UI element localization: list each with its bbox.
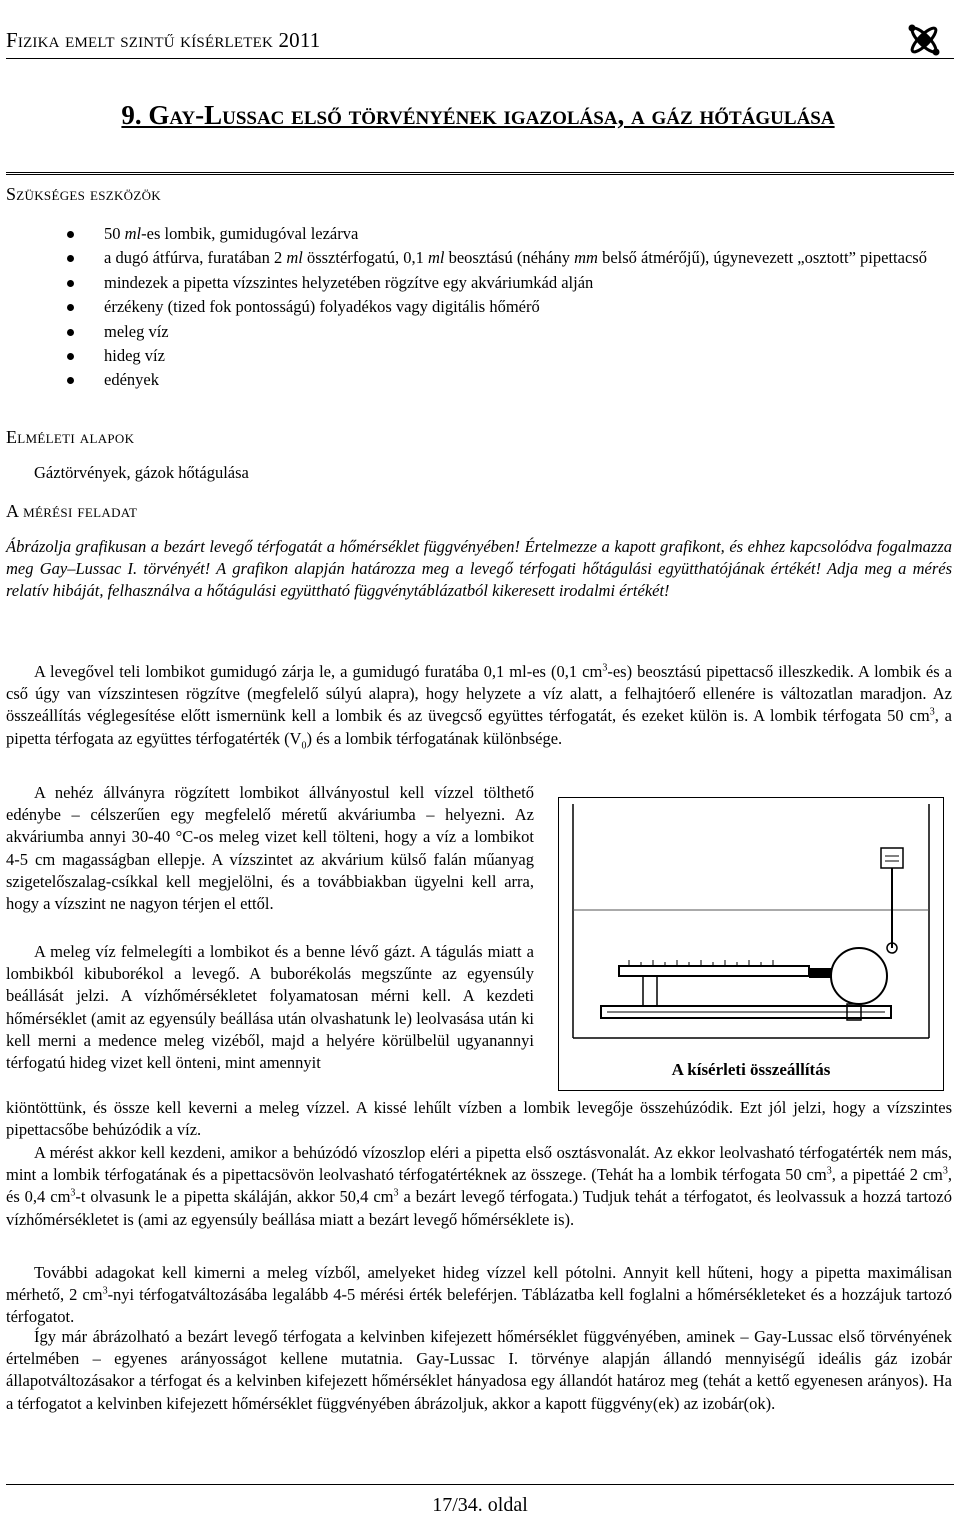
paragraph-3-continued: kiöntöttünk, és össze kell keverni a meleg vízzel. A kissé lehűlt vízben a lombik levegője összehúzódik. Ezt jól jelzi, hogy a vízszintes pipettacsőbe behúzódik a víz. [6,1098,952,1140]
paragraph-2: A nehéz állványra rögzített lombikot állványostul kell vízzel tölthető edénybe – célszerűen egy megfelelő méretű akváriumba – helyezni. Az akváriumba annyi 30-40 °C-os meleg vizet kell tölteni, hogy a víz a lombikot 4-5 cm magasságban ellepje. A vízszintet az akvárium külső falán műanyag szigetelőszalag-csíkkal kell megjelölni, és a továbbiakban ügyelni kell arra, hogy a vízszint ne nagyon térjen el ettől. [6,783,534,914]
footer-divider [6,1484,954,1485]
tools-list [58,222,948,393]
experiment-figure [558,797,944,1091]
theory-text: Gáztörvények, gázok hőtágulása [34,463,249,482]
list-item: mindezek a pipetta vízszintes helyzetében rögzítve egy akváriumkád alján [58,271,948,295]
page-header [6,22,950,60]
list-item: meleg víz [58,320,948,344]
page-title: 9. Gay-Lussac első törvényének igazolása, a gáz hőtágulása [121,100,835,130]
list-item: a dugó átfúrva, furatában 2 ml össztérfogatú, 0,1 ml beosztású (néhány mm belső átmérőjű), úgynevezett „osztott” pipettacső [58,246,948,270]
paragraph-6: Így már ábrázolható a bezárt levegő térfogata a kelvinben kifejezett hőmérséklet függvényében, aminek – Gay-Lussac első törvényének értelmében – egyenes arányosságot kellene mutatnia. Gay-Lussac I. törvénye alapján állandó mennyiségű ideális gáz izobár állapotváltozásakor a térfogat és a kelvinben kifejezett hőmérséklet hányadosa egy állandót határoz meg (tehát a kettő egyenesen arányos). Ha a térfogatot a kelvinben kifejezett hőmérséklet függvényében ábrázoljuk, akkor a kapott függvény(ek) az izobár(ok). [6,1327,952,1413]
task-text: Ábrázolja grafikusan a bezárt levegő térfogatát a hőmérséklet függvényében! Értelmezze a kapott grafikont, és ehhez kapcsolódva fogalmazza meg Gay–Lussac I. törvényét! A grafikon alapján határozza meg a levegő térfogati hőtágulási együtthatójának értékét! Adja meg a mérés relatív hibáját, felhasználva a hőtágulási együttható függvénytáblázatból kikeresett irodalmi értékét! [6,537,952,601]
list-item: 50 ml-es lombik, gumidugóval lezárva [58,222,948,246]
paragraph-1: A levegővel teli lombikot gumidugó zárja le, a gumidugó furatába 0,1 ml-es (0,1 $cm^3-es$) beosztású pipettacső illeszkedik. A lombik és a cső úgy van vízszintesen rögzítve (megfelelő súlyú alapra), hogy helyzete a víz alatt, a felhajtóerő ellenére is változatlan maradjon. Az összeállítás véglegesítése előtt ismernünk kell a lombik és az üvegcső együttes térfogatát, és ezeket külön is. A lombik térfogata 50 $cm^3$, a pipetta térfogata az együttes térfogatérték $(V_0)$ és a lombik térfogatának különbsége. [6,662,953,751]
section-heading-theory: Elméleti alapok [6,427,135,447]
title-divider [6,172,954,175]
setup-illustration [559,798,943,1090]
paragraph-3: A meleg víz felmelegíti a lombikot és a benne lévő gázt. A tágulás miatt a lombikból kibuborékol a levegő. A buborékolás megszűnte az egyensúly beállását jelzi. A vízhőmérsékletet folyamatosan mérni kell. A kezdeti hőmérséklet (amit az egyensúly beállása után olvashatunk le) leolvasása után ki kell merni a medence meleg vizéből, majd a helyére körülbelül ugyanannyi térfogatú hideg vizet kell önteni, mint amennyit [6,942,534,1073]
section-heading-tools: Szükséges eszközök [6,184,161,204]
list-item: edények [58,368,948,392]
list-item: érzékeny (tized fok pontosságú) folyadékos vagy digitális hőmérő [58,295,948,319]
list-item: hideg víz [58,344,948,368]
atom-logo-icon [906,22,942,58]
paragraph-5: További adagokat kell kimerni a meleg vízből, amelyeket hideg vízzel kell pótolni. Annyit kell hűteni, hogy a pipetta maximálisan mérhető, 2 $cm^3$-nyi térfogatváltozásába legalább 4-5 mérési érték beleférjen. Táblázatba kell foglalni a hőmérsékleteket és a hozzájuk tartozó térfogatot. [6,1263,953,1327]
page-number: 17/34. oldal [432,1494,528,1516]
header-title: Fizika emelt szintű kísérletek 2011 [6,28,321,52]
header-divider [6,58,954,59]
paragraph-4: A mérést akkor kell kezdeni, amikor a behúzódó vízoszlop eléri a pipetta első osztásvonalát. Az ekkor leolvasható térfogatérték nem más, mint a lombik térfogatának és a pipettacsövön leolvasható térfogatértéknek az összege. (Tehát ha a lombik térfogata 50 $cm^3$, a pipettáé 2 $cm^3$, és 0,4 $cm^3-t$ olvasunk le a pipetta skáláján, akkor 50,4 $cm^3$ a bezárt levegő térfogata.) Tudjuk tehát a térfogatot, és leolvassuk a hozzá tartozó vízhőmérsékletet is (ami az egyensúly beállása miatt a bezárt levegő hőmérséklete is). [6,1143,953,1229]
section-heading-task: A mérési feladat [6,501,138,521]
figure-caption: A kísérleti összeállítás [671,1060,831,1079]
